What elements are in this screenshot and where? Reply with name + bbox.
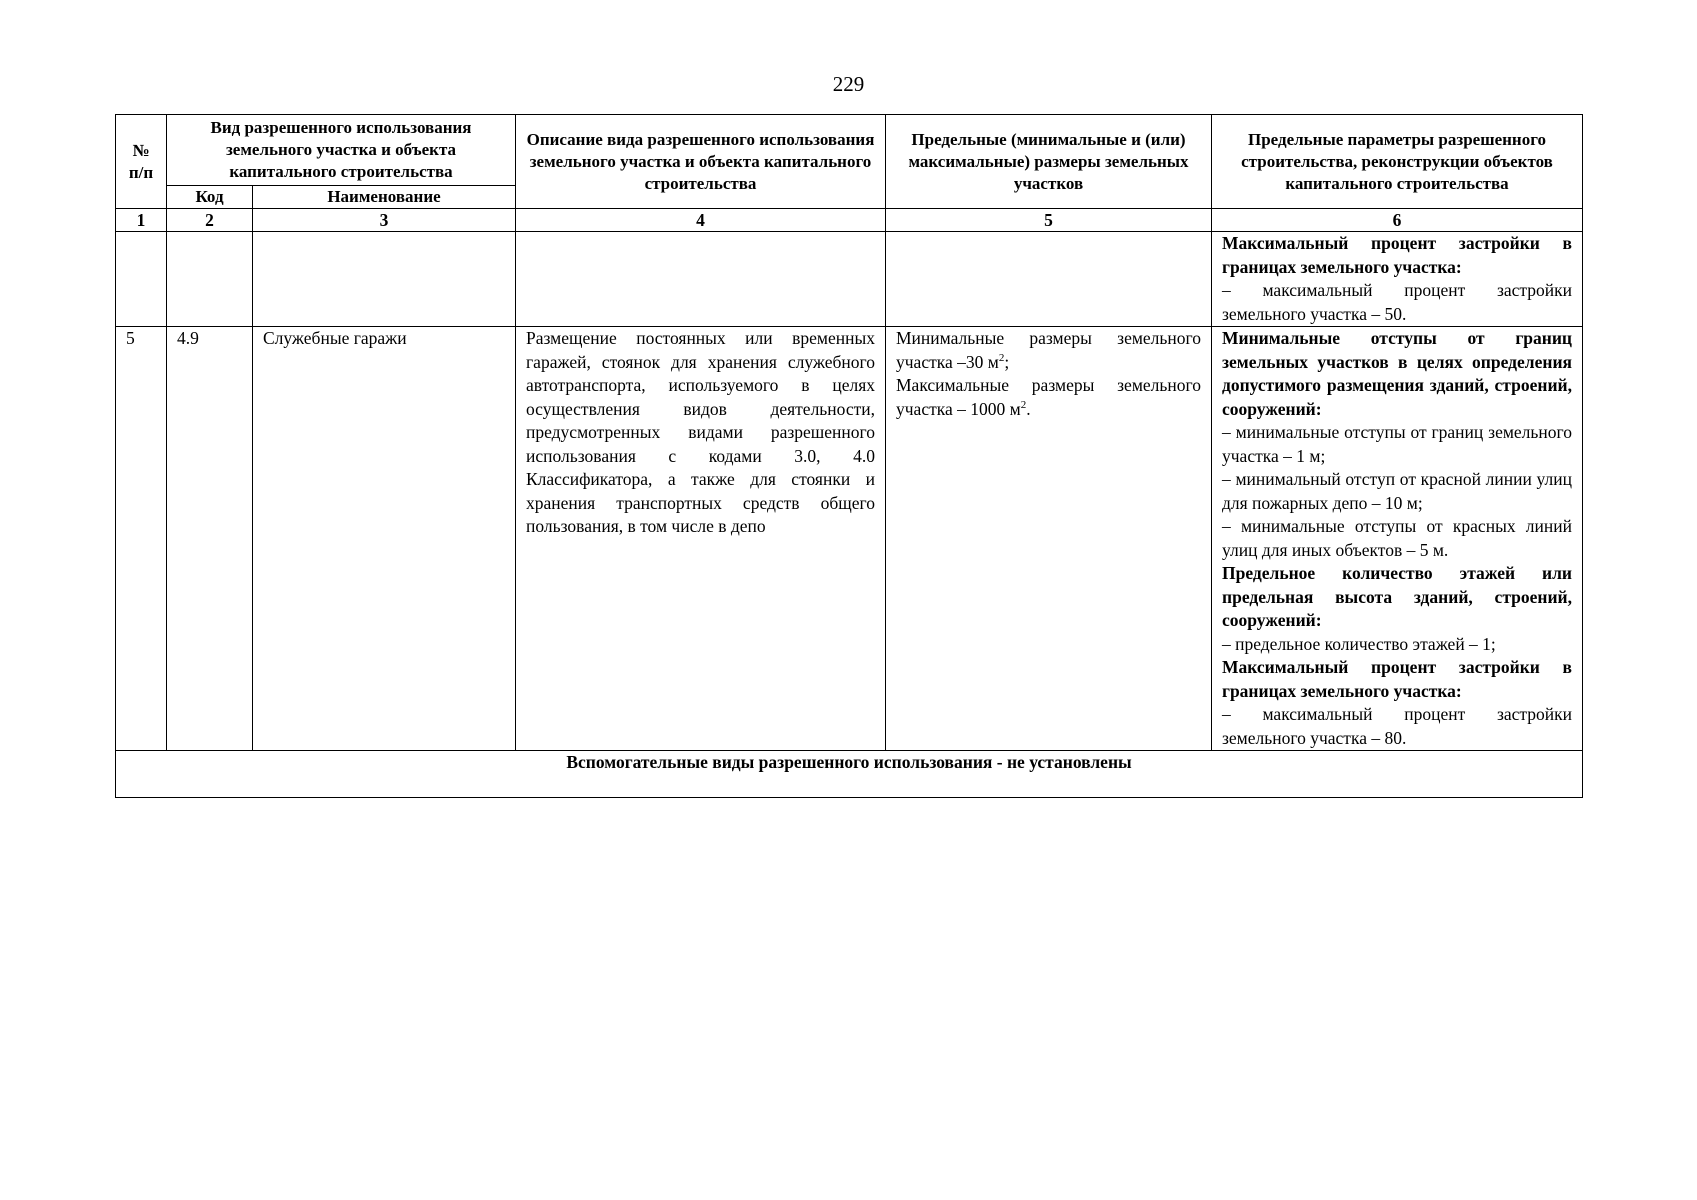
header-name: Наименование: [253, 186, 516, 209]
sizes-max: [896, 374, 1201, 421]
header-description: Описание вида разрешенного использования земельного участка и объекта капитального строительства: [516, 115, 886, 209]
column-number: 6: [1212, 209, 1583, 232]
params-item: – минимальный отступ от красной линии улиц для пожарных депо – 10 м;: [1222, 469, 1572, 513]
row-description: [516, 327, 886, 751]
sizes-min-text: Минимальные размеры земельного участка –30 м: [896, 328, 1201, 372]
sizes-min: [896, 327, 1201, 374]
row-name: Служебные гаражи: [253, 327, 516, 751]
params-item: – минимальные отступы от границ земельного участка – 1 м;: [1222, 422, 1572, 466]
description-text: Размещение постоянных или временных гаражей, стоянок для хранения служебного автотранспорта, используемого в целях осуществления видов деятельности, предусмотренных видами разрешенного использования с кодами 3.0, 4.0 Классификатора, а также для стоянки и хранения транспортных средств общего пользования, в том числе в депо: [526, 328, 875, 536]
zoning-table: [115, 114, 1583, 798]
row-params: [1212, 327, 1583, 751]
sizes-min-sup: 2: [998, 351, 1005, 364]
row-sizes: [886, 327, 1212, 751]
sizes-max-text: Максимальные размеры земельного участка – 1000 м: [896, 375, 1201, 419]
column-number: 5: [886, 209, 1212, 232]
header-num: № п/п: [116, 115, 167, 209]
row-code: 4.9: [167, 327, 253, 751]
header-row: [116, 115, 1583, 186]
column-numbers-row: [116, 209, 1583, 232]
continuation-row: [116, 232, 1583, 327]
column-number: 1: [116, 209, 167, 232]
params-item: – предельное количество этажей – 1;: [1222, 633, 1496, 654]
params-heading: Максимальный процент застройки в границах земельного участка:: [1222, 233, 1572, 277]
sizes-max-sup: 2: [1020, 398, 1027, 411]
params-item: – максимальный процент застройки земельного участка – 80.: [1222, 704, 1572, 748]
sizes-max-suffix: .: [1026, 398, 1031, 419]
column-number: 3: [253, 209, 516, 232]
page-number: 229: [832, 72, 865, 96]
sizes-min-suffix: ;: [1004, 351, 1010, 372]
auxiliary-uses-note: Вспомогательные виды разрешенного использования - не установлены: [116, 751, 1583, 798]
params-heading: Минимальные отступы от границ земельных участков в целях определения допустимого размещения зданий, строений, сооружений:: [1222, 328, 1572, 419]
row-num: 5: [116, 327, 167, 751]
header-params: Предельные параметры разрешенного строительства, реконструкции объектов капитального строительства: [1212, 115, 1583, 209]
column-number: 2: [167, 209, 253, 232]
header-code: Код: [167, 186, 253, 209]
params-heading: Максимальный процент застройки в границах земельного участка:: [1222, 657, 1572, 701]
header-sizes: Предельные (минимальные и (или) максимальные) размеры земельных участков: [886, 115, 1212, 209]
params-cell-continued: [1212, 232, 1583, 327]
params-item: – минимальные отступы от красных линий улиц для иных объектов – 5 м.: [1222, 516, 1572, 560]
header-usage-type: Вид разрешенного использования земельного участка и объекта капитального строительства: [167, 115, 516, 186]
table-row: [116, 327, 1583, 751]
params-item: – максимальный процент застройки земельного участка – 50.: [1222, 280, 1572, 324]
footer-row: [116, 751, 1583, 798]
params-heading: Предельное количество этажей или предельная высота зданий, строений, сооружений:: [1222, 563, 1572, 630]
column-number: 4: [516, 209, 886, 232]
